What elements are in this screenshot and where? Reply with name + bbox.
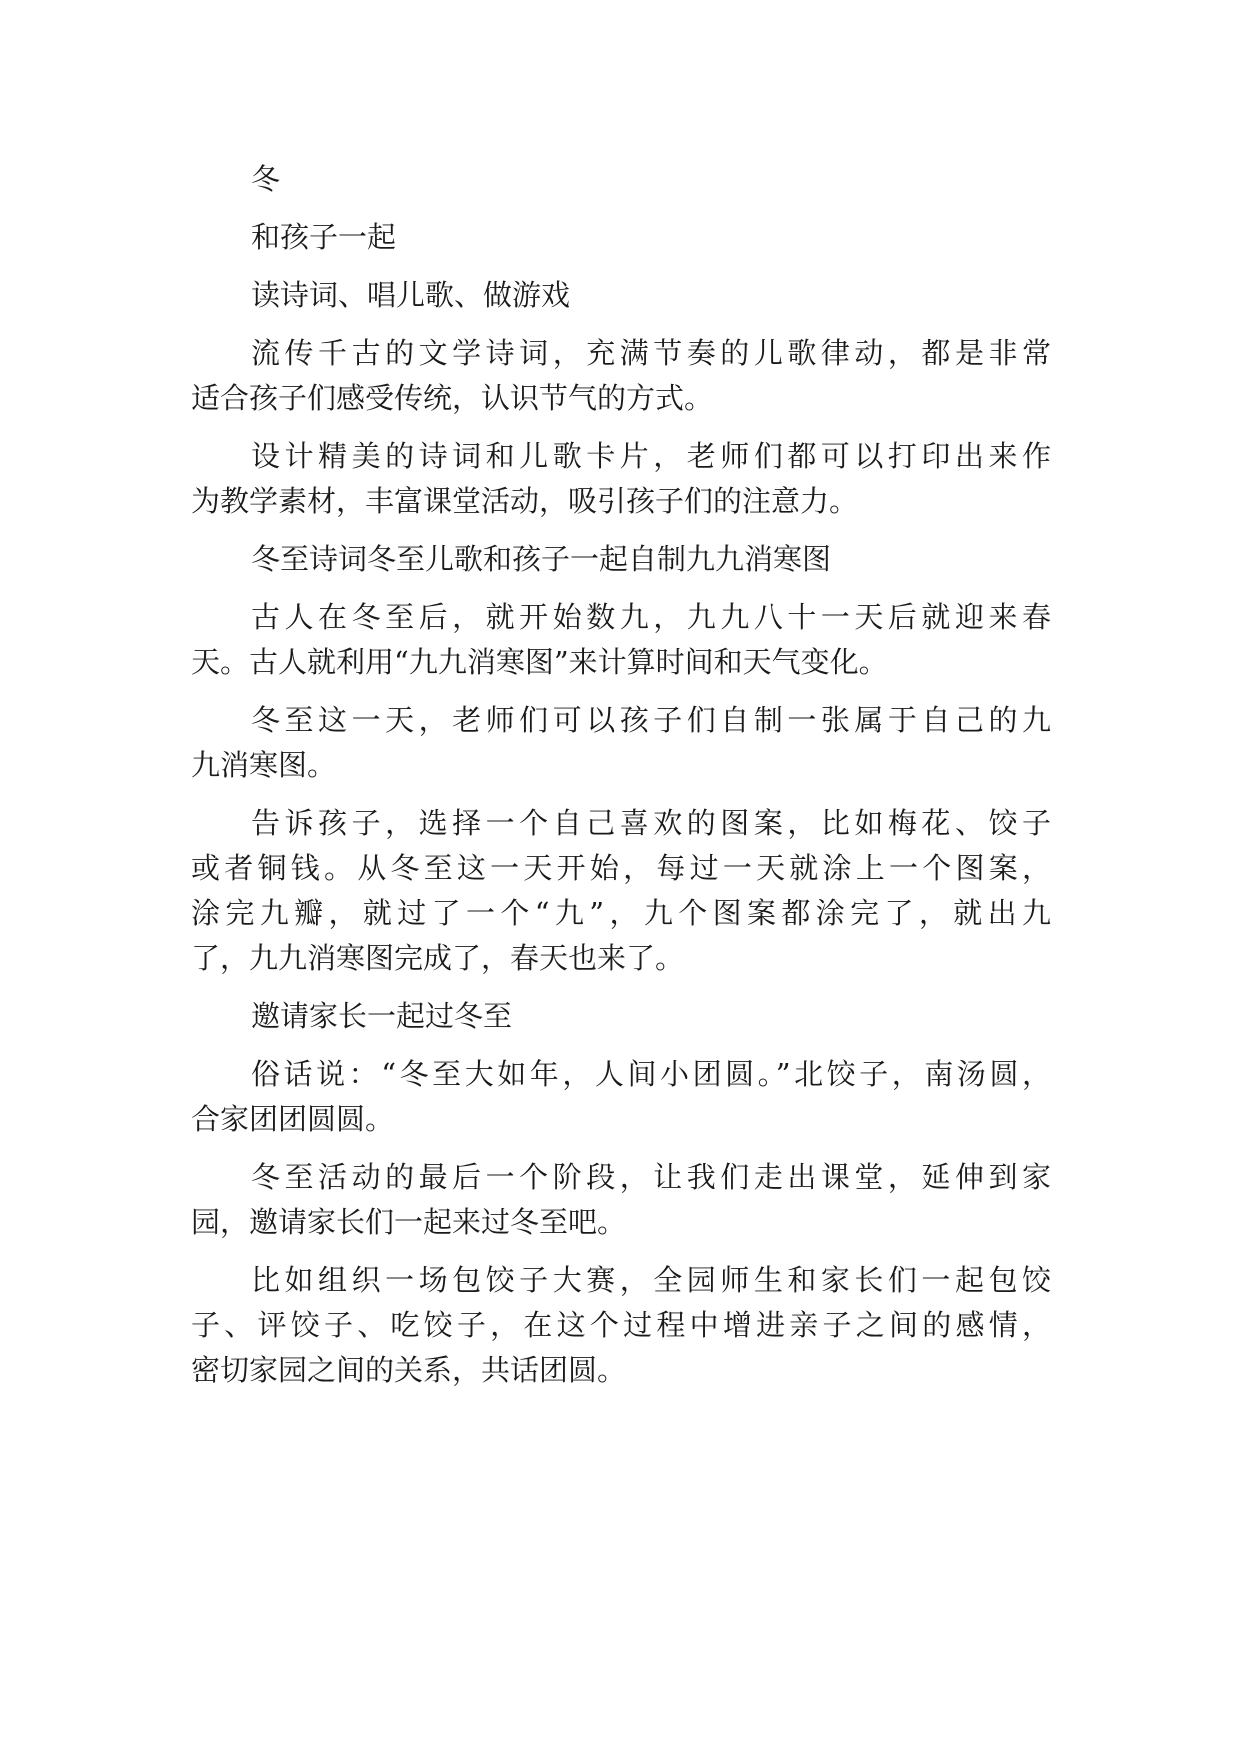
paragraph-line: 涂完九瓣，就过了一个“九”，九个图案都涂完了，就出九 [191,896,1051,930]
paragraph [191,157,1051,202]
paragraph-line: 冬至诗词冬至儿歌和孩子一起自制九九消寒图 [251,542,832,576]
paragraph-line: 为教学素材，丰富课堂活动，吸引孩子们的注意力。 [191,484,859,518]
paragraph-line: 或者铜钱。从冬至这一天开始，每过一天就涂上一个图案， [191,851,1051,885]
paragraph [191,994,1051,1039]
paragraph-line: 冬 [251,162,281,196]
document-body [191,157,1051,1406]
paragraph-line: 子、评饺子、吃饺子，在这个过程中增进亲子之间的感情， [191,1308,1051,1342]
paragraph [191,1258,1051,1393]
paragraph [191,1052,1051,1142]
paragraph-line: 古人在冬至后，就开始数九，九九八十一天后就迎来春 [251,600,1051,634]
paragraph-line: 冬至这一天，老师们可以孩子们自制一张属于自己的九 [251,703,1051,737]
paragraph-line: 天。古人就利用“九九消寒图”来计算时间和天气变化。 [191,645,888,679]
paragraph [191,434,1051,524]
paragraph-line: 适合孩子们感受传统，认识节气的方式。 [191,381,714,415]
paragraph-line: 设计精美的诗词和儿歌卡片，老师们都可以打印出来作 [251,439,1051,473]
paragraph [191,801,1051,981]
paragraph [191,537,1051,582]
paragraph-line: 九消寒图。 [191,748,337,782]
paragraph-line: 比如组织一场包饺子大赛，全园师生和家长们一起包饺 [251,1263,1051,1297]
paragraph-line: 读诗词、唱儿歌、做游戏 [251,278,571,312]
paragraph-line: 冬至活动的最后一个阶段，让我们走出课堂，延伸到家 [251,1160,1051,1194]
paragraph-line: 流传千古的文学诗词，充满节奏的儿歌律动，都是非常 [251,336,1051,370]
paragraph-line: 邀请家长一起过冬至 [251,999,513,1033]
paragraph-line: 了，九九消寒图完成了，春天也来了。 [191,941,685,975]
paragraph-line: 俗话说：“冬至大如年，人间小团圆。”北饺子，南汤圆， [251,1057,1051,1091]
paragraph-line: 密切家园之间的关系，共话团圆。 [191,1353,627,1387]
paragraph-line: 合家团团圆圆。 [191,1102,395,1136]
paragraph [191,215,1051,260]
paragraph [191,698,1051,788]
paragraph-line: 告诉孩子，选择一个自己喜欢的图案，比如梅花、饺子 [251,806,1051,840]
paragraph [191,273,1051,318]
paragraph-line: 和孩子一起 [251,220,397,254]
paragraph-line: 园，邀请家长们一起来过冬至吧。 [191,1205,627,1239]
paragraph [191,331,1051,421]
paragraph [191,1155,1051,1245]
paragraph [191,595,1051,685]
